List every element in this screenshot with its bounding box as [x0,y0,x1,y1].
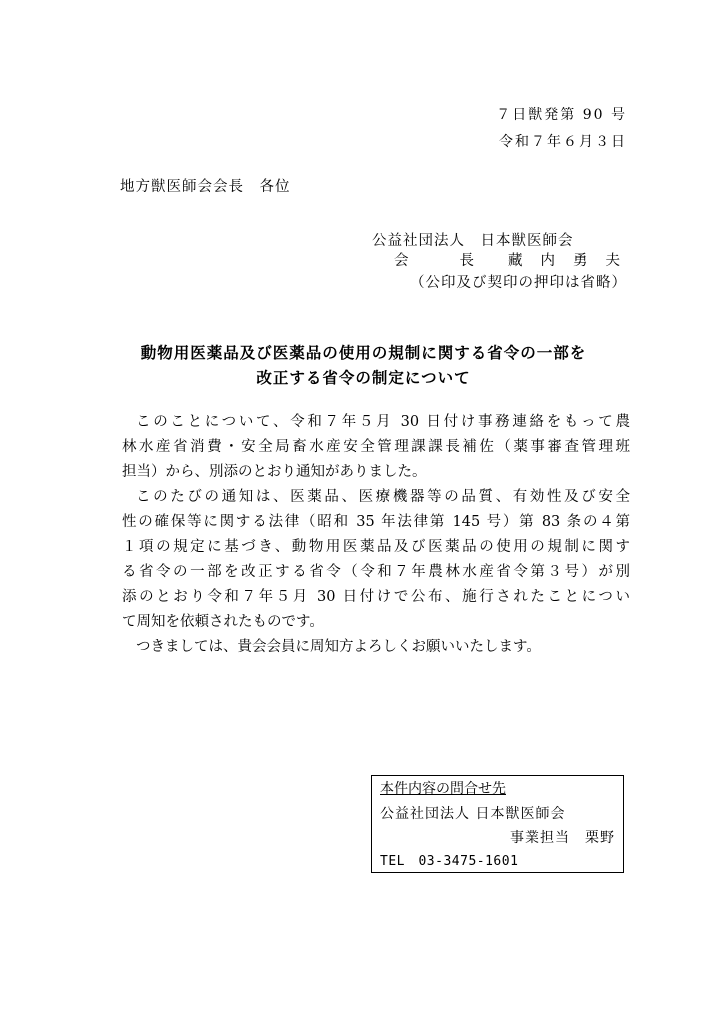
contact-box [371,775,624,873]
body-line: 林水産省消費・安全局畜水産安全管理課課長補佐（薬事審査管理班 [122,439,630,455]
addressee: 地方獣医師会会長 各位 [120,179,291,195]
sender-name-char: 夫 [605,253,620,269]
body-line: １項の規定に基づき、動物用医薬品及び医薬品の使用の規制に関す [122,539,630,555]
body-line: て周知を依頼されたものです。 [122,614,324,630]
body-line: このたびの通知は、医薬品、医療機器等の品質、有効性及び安全 [136,489,630,505]
body-line: このことについて、令和７年５月 30 日付け事務連絡をもって農 [136,414,630,430]
document-number: ７日獣発第 90 号 [496,107,627,123]
contact-heading: 本件内容の問合せ先 [380,781,506,797]
document-date: 令和７年６月３日 [499,134,627,150]
sender-title-char: 会 [394,253,409,269]
subject-line: 改正する省令の制定について [256,369,471,387]
body-line: 性の確保等に関する法律（昭和 35 年法律第 145 号）第 83 条の４第 [122,514,630,530]
sender-name-char: 内 [540,253,555,269]
body-line: 添のとおり令和７年５月 30 日付けで公布、施行されたことについ [122,589,630,605]
seal-note: （公印及び契印の押印は省略） [410,275,627,291]
contact-phone: TEL 03-3475-1601 [380,854,519,869]
sender-organization: 公益社団法人 日本獣医師会 [372,233,574,249]
contact-organization: 公益社団法人 日本獣医師会 [380,806,566,822]
sender-title [394,249,474,270]
sender-title-char: 長 [459,253,474,269]
subject-line: 動物用医薬品及び医薬品の使用の規制に関する省令の一部を [140,344,587,362]
contact-person: 事業担当 栗野 [510,830,615,846]
body-line: 担当）から、別添のとおり通知がありました。 [122,464,427,480]
body-line: る省令の一部を改正する省令（令和７年農林水産省令第３号）が別 [122,564,630,580]
sender-name [508,249,620,270]
sender-name-char: 藏 [508,253,523,269]
body-line: つきましては、貴会会員に周知方よろしくお願いいたします。 [136,639,541,655]
sender-name-char: 勇 [573,253,588,269]
sender-president [372,249,620,270]
